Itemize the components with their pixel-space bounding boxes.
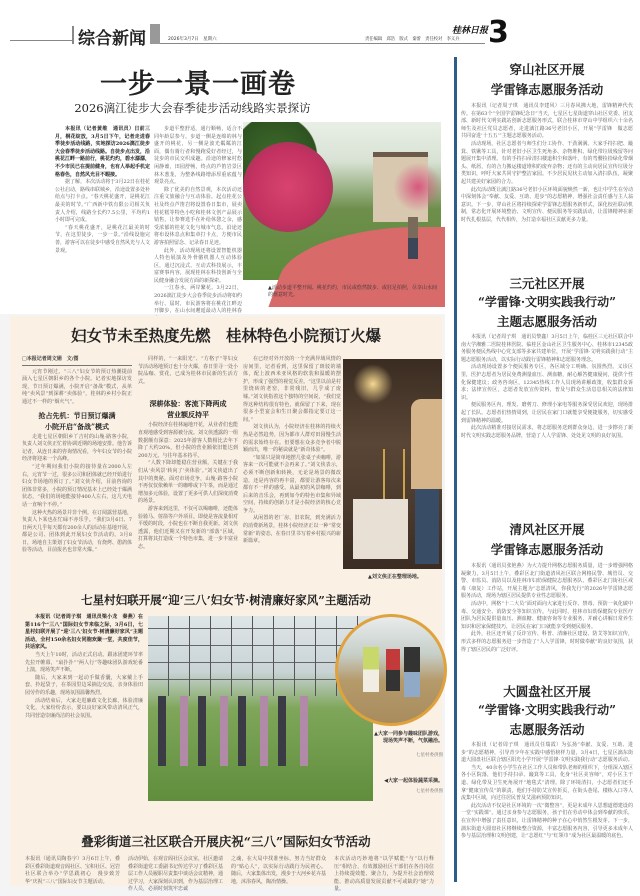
diecai-col4: 本次活动巧妙地将“以学赋能”与“以行释压”相结合，有效激励社区干部们在各自岗位上持续提效能、聚合力，为提升社会治理效能、推动高质量发展贡献不可或缺的“她”力量。 <box>334 856 434 893</box>
qixing-body <box>25 614 143 822</box>
article-paragraph: 本报讯（记者周子琪 通讯员李建风）三月春风拂大地，雷锋精神代代传。在第63个“全国学雷锋纪念日”当天，七星区七星街道穿山社区党委、团支部、新时代文明实践站创新志愿服务形式，联合桂林市穿山中学组织六十余名师生及社区党员志愿者，走进漓江路36号老旧小区，开展“学雷锋 做志愿 共同奋进‘十五五’”主题志愿服务活动。 <box>461 103 639 140</box>
masthead <box>0 0 640 52</box>
article-paragraph: 当天，40余名小学生在社区工作人员和带队老师的组织下，分组深入辖区各小区院落，他们手持扫帚、簸箕等工具，化身“社区美容师”，对小区主干道、绿化带及卫生死角展开“地毯式”清理。除了环境清扫，小志愿者们还手拿“健康宣传员”的职责，他们手持防艾宣传折页，在街头巷尾、楼栋入口等人流集中区域，向过往居民普及艾滋病预防知识。 <box>461 764 633 802</box>
article-paragraph: 此次活动精准对接居民需求，将志愿服务送到群众身边，进一步擦亮了新时代文明实践志愿服务品牌，营造了人人学雷锋、处处见文明的良好氛围。 <box>461 425 633 439</box>
newspaper-logo: 桂林日报 <box>452 26 489 36</box>
article-paragraph: 步道平整舒适，通行顺畅，适合不同年龄层参与。步道一侧是连绵的林与盛开的桃花，另一侧是波光粼粼的江面，偶有骑行者和慢跑爱好者经过，与徒步的市民交织成趣。沿途的修家村悠闲静谧，田园舒畅，终点的芦笛岩景区林木葱茏，为整条线路增添厚重底蕴与观景亮点。 <box>154 126 242 186</box>
story-title: “学雷锋·文明实践我行动” <box>478 295 616 309</box>
article-paragraph: 元宵节刚过，“三八”妇女节的预订热潮提前涌入七星区朝阳乡的各个小院。记者实地探访发现，节日预订爆满，小院开启“备战”模式，从单纯“卖风景”到深耕“卖体验”，桂林的乡村小院正通过不一样的“烟火气”。 <box>22 368 132 405</box>
top-story <box>0 52 445 314</box>
walker <box>408 217 418 259</box>
article-paragraph: 本报讯（记者周子琪 通讯员梁小龙 秦燕）在第116个“三八”国际妇女节来临之际，3月6日，七星村妇联开展了“迎‘三八’妇女节·树清廉好家风”主题活动，全村150余名妇女同胞欢聚一堂，共度佳节，共话家风。 <box>25 614 143 651</box>
photo-credit: 七星村委供图 <box>416 753 443 758</box>
lamp-glow <box>353 364 393 404</box>
story-title: 学雷锋志愿服务活动 <box>490 82 604 97</box>
article-paragraph: 游客来到这里，不仅可以喝咖啡，还能体验骑马、射箭等户外项目。即使是客流量相对平缓的时段，小院也在不断自我更新。刘文侠透露，他们近期又在开发新的“部落”区域，打算将其打造成一个特色市集，进一步丰富业态。 <box>138 505 239 550</box>
article-paragraph: “春天桃花盛开，是桃花江最美的时节，在这里徒步，一步一景。”沿线设施完善，游客可以在徒步中感受自然风光与人文景观。 <box>55 224 151 254</box>
article-paragraph: 本报讯（记者周子琪 通讯员任瑞霞）为弘扬“奉献、友爱、互助、进步”的志愿精神，引导青少年在实践中感悟榜样力量，3月4日，七星区漓东街道大圆盘社区联合辖区阳光小学开展“学雷锋·文明实践我行动”志愿服务活动。 <box>461 742 633 764</box>
feature-headline: 妇女节未至热度先燃 桂林特色小院预订火爆 <box>70 326 381 345</box>
photo-credit: 七星村委供图 <box>416 789 443 794</box>
byline: □本报记者周文娟 文/图 <box>22 356 132 366</box>
article-paragraph: 同样的，“一来阳光”、“方格子”等妇女节活动场地预订也十分火爆，春日里寻一处小院品咖、赏花，已成为桂林市民新的生活方式。 <box>138 356 239 385</box>
main-subtitle: 2026漓江徒步大会春季徒步活动线路实景探访 <box>74 101 311 115</box>
article-paragraph: 据了解，本次活动将于3月22日在桂花公社启动，路线串联城乡，沿途设置多处补给点与打卡点。“春天桃花盛开，是桃花江最美的时节。”广西新中铁有限公司相关负责人介绍，线路全长约7.5公里，平均约1小时即可完成。 <box>55 179 151 224</box>
page-number: 3 <box>488 15 509 50</box>
main-headline: 一步一景一画卷 <box>100 69 296 100</box>
article-paragraph: 一江春水，两岸繁花。3月22日，2026漓江徒步大会春季徒步活动将如约举行。届时，市民游客将在桃花江畔迈开脚步，在山水间邂逅最动人的桂林春 <box>154 285 242 315</box>
story-title: 穿山社区开展 <box>509 62 585 77</box>
peach-blossoms <box>243 142 333 232</box>
header-rule-tick <box>72 26 74 44</box>
sidebar <box>445 52 640 896</box>
header-rule-left <box>10 40 72 41</box>
article-paragraph: 当天上午10时，活动正式启动。跟冰团建环节率先拉开帷幕，“扇扑扑”“两人行”等趣味团队游戏轮番上演，现场笑声不断。 <box>25 651 143 674</box>
group-game-photo <box>335 614 447 726</box>
person-jeans <box>415 489 439 564</box>
picking-caption: ◀大家一起体验蔬菜采摘。 <box>384 778 443 784</box>
courtyard-photo-caption: ▲刘文侠正在整理场地。 <box>368 574 422 580</box>
article-paragraph: 除了优美的自然景观，本次活动还注重文旅融合与互动体验。起点桂花公社及终点芦笛岩将设置春日集市，展卖桂花糕等特色小吃和桂林文创产品展示销售，让参赛选手在补给休憩之余，感受浓郁的桂花文化与城市气息。沿途还将布设休息点和集章打卡点，方便市民游客拍照留念、记录春日足迹。 <box>154 186 242 246</box>
diecai-headline: 叠彩街道三社区联合开展庆祝“三八”国际妇女节活动 <box>81 834 371 849</box>
courtyard-photo <box>343 359 442 569</box>
article-paragraph: 此次活动既让漓江路36号老旧小区环境面貌焕然一新，也让中学生在劳动中深刻体会“奉献、友爱、互助、进步”的志愿精神，增强社会责任感与主人翁意识。下一步，穿山社区将持续探索学雷锋志愿服务新形式，深化校社联动机制，常态化开展环境整治、文明宣传、便民服务等实践活动，让雷锋精神在新时代扎根基层，代代相传，为打造幸福社区贡献更多力量。 <box>461 186 633 223</box>
man-red-jacket <box>386 649 400 691</box>
article-paragraph: 活动现场，社区志愿者与师生们分工协作、干劲满满。大家手持扫把、簸箕、铁锹等工具，针对老旧小区卫生死角多、杂物堆积、绿化带垃圾残留等问题展开集中清理。有的手持扫帚清扫楼道积尘和落叶，有的弯腰捡拾绿化带烟头、纸屑，有的合力搬运楼道堆积的废弃杂物；还有的主动向居民宣传垃圾分类知识，呼吁大家共同守护整洁家园。不少居民见状主动加入清扫队伍，凝聚起共建美好家园的合力。 <box>461 140 633 185</box>
story-dayuanpan <box>461 682 633 880</box>
diecai-col2: 活动伊始，在观音阁社区会议室，社区邀请叠彩街道党工委副书记传达学习了叠彩区基层工作人员履职尽责集中谈话会议精神，通过学习，大家深刻认识到，作为基层治理工作人员，必须时刻筑牢忠诚 <box>128 856 224 893</box>
story-body <box>461 742 633 880</box>
main-article-col1 <box>55 126 150 311</box>
header-rule <box>160 43 485 44</box>
diecai-col1: 本报讯（通讯员陶春宇）3月6日上午，叠彩区叠彩街道观音阁社区、宝积社区、冠岩社区联合举办“学思践初心 漫步致芳华”庆祝“三八”国际妇女节主题活动。 <box>25 856 121 885</box>
article-paragraph: 走进七星区朝阳乡丫吉村的山堍·路客小院，负责人刘文侠正忙着协调近期的场地安排。他告诉记者，从连日来的咨询情况看，今年妇女节的小院经济将迎来一个高峰。 <box>22 433 133 463</box>
qixing-headline: 七星村妇联开展“迎‘三八’妇女节·树清廉好家风”主题活动 <box>81 593 371 607</box>
story-chuanshan <box>461 60 639 261</box>
article-paragraph: 刘文侠认为，小院经济在桂林的持续火热是必然趋势，因为都市人群对田园慢生活的需求始终存在。但要想在众多竞争者中脱颖而出，唯一的秘诀就是“新奇体验”。 <box>243 424 341 454</box>
table-cloth <box>353 499 408 559</box>
article-paragraph: 本报讯（通讯员张艳燕）为大力提升网格志愿服务质量，进一步增强网格凝聚力，3月5日上午，叠彩区北门街道清风社区联合网格民警、城管员、交警、市监员、消防员以及桂林市妇幼保健院志愿服务队、叠彩区北门街社区戒毒（康复）工作站，开展主题为“志愿清风，你我先行”的2026年学雷锋志愿服务活动，现场为辖区居民提供专业性志愿服务。 <box>461 563 633 600</box>
story-body <box>461 334 633 504</box>
feature-col2 <box>138 356 238 584</box>
candelabra <box>383 449 405 499</box>
story-title: 主题志愿服务活动 <box>496 314 597 329</box>
story-title: 三元社区开展 <box>509 276 585 291</box>
story-title: 大圆盘社区开展 <box>503 684 591 699</box>
story-title: 志愿服务活动 <box>509 722 585 737</box>
story-title: 清风社区开展 <box>509 522 585 537</box>
article-paragraph: 便民服务区内，理发、磨剪刀、修理小家电等服务深受居民欢迎，现场排起了长队。志愿者们热情周到，让居民在家门口就能享受便捷服务，切实感受到雷锋精神的温暖。 <box>461 402 633 424</box>
trail-photo <box>243 122 441 280</box>
story-title: “学雷锋·文明实践我行动” <box>478 703 616 717</box>
blossom-right <box>393 162 443 212</box>
tea-garden-photo <box>148 616 373 801</box>
article-paragraph: 本报讯（记者黄维 通讯员）日前三月，桐花绽放，3月5日下午，记者走进春季徒步活动线路，实地探访2026漓江徒步大会春季徒步活动线路。自徒步点出发，沿桃花江畔一路前行，桃花灼灼，碧水潺潺，不少市民已在提前健身，也有人举起手机定格春色，自然风光目不暇接。 <box>55 126 151 178</box>
pickers <box>158 696 308 766</box>
article-paragraph: 本报讯（记者周子琪 通讯员黎鑫）3月5日上午，临桂区三元社区联合中南大学湘雅二医院桂林医院、临桂区金山社区卫生服务中心、桂林市12345政务服务便民热线中心党支部等多家共建单位，开展“学雷锋·文明实践我行动”主题志愿服务活动，以实际行动践行雷锋精神和志愿服务理念。 <box>461 334 633 363</box>
article-paragraph: 从闲置的老厂房、旧农院，到充满活力的消费新场景，桂林小院经济正以一种“常变常新”的姿态，在春日里书写着乡村振兴的崭新篇章。 <box>243 515 341 545</box>
story-body <box>461 563 633 670</box>
feature-col1 <box>22 356 132 584</box>
article-paragraph: 随后，大家来到一起动手做香囊，大家戴上手套、拎起袋子，在茶园里边采摘边交流，亲身体验田园劳作的乐趣，现场氛围温馨热烈。 <box>25 674 143 696</box>
sidebar-accent-bar <box>454 57 457 882</box>
story-body <box>461 103 639 261</box>
article-paragraph: “如果只是简单地摆几张桌子卖咖啡，游客来一次可能就不会再来了。”刘文侠表示，必须不断创新和转换，无论是场景的微改造，还是内容的再丰富，都要让游客每次来都有不一样的感受。从最初的风景咖啡，到后来的音乐会，再到如今的特色市集和异域空间，持续的创新力才是小院经济的核心竞争力。 <box>243 454 341 514</box>
article-paragraph: “过年期间我们小院的接待量在2000人左右，元宵节一过，很多公司和团体就已经开始进行妇女节场地的预订了。”刘文侠介绍，目前咨询的团体非常多，小院的预订情况基本上已经处于爆满状态，“我们的场地能接待400人左右，这几天电话一直响个不停。” <box>22 463 133 508</box>
man-dark-jacket <box>404 647 420 697</box>
subhead: 小院开启“备战”模式 <box>44 421 110 431</box>
main-article-col2 <box>154 126 242 315</box>
group-game-caption: ▲大家一同参与趣味团队游戏，现场笑声不断，气氛融洽。 <box>374 731 443 744</box>
woman-yellow-top <box>363 647 379 692</box>
person-jacket <box>411 399 442 489</box>
article-paragraph: 在已经对外开放的一个充满异域风情的房间里，记者看到，这里保留了斑驳的墙体，配上波西米亚风格的软装和温暖的摆护，形成了强烈的视觉反差。“这里以前是村里烧砖的老窑，非常残旧，几乎成了废墟。”刘文侠指着这个独特的空间说，“我们觉得这种结构很有特色，就保留了下来，现在很多小型宴会和生日聚会都指定要订这一间。” <box>243 356 341 423</box>
article-paragraph: 活动中，网格“十二大员”面对面向大家进行反诈、禁毒、预防一氧化碳中毒、交通安全、消防安全等知识宣传。与此同时，桂林市妇幼保健院专业医疗团队为居民提供量血压、测血糖、健康咨询等专业服务，并耐心讲解日常养生知识和居家保健技巧，让居民在家门口就能享受到便民服务。 <box>461 600 633 630</box>
section-title: 综合新闻 <box>78 29 146 49</box>
article-paragraph: 这种火热的场景并非个例。在订阅露营基地，负责人卜某也在忙碌不亦乐乎。“我们3月6日、7日两天几乎每天都有200余人的活动在基地开展，都是公司、团体到此开展妇女节活动的。3月8日，场地自主策划了妇女节活动，有烧烤、憩鸽体验等活动，目前报名也非常火爆。” <box>22 509 133 554</box>
trail-photo-caption: ▲活动步道平整开阔、桃花灼灼，市民或悠然散步、或驻足拍照，尽享山水间的惬意时光。 <box>268 285 437 298</box>
article-paragraph: 此外，活动现场还将设置智能机器人特色展演及外骨骼机器人互动体验区，通过沉浸式、互动式科技展示，丰富赛事内容，展现桂林在科技创新与全民健身融合发展方面的新探索。 <box>154 247 242 284</box>
article-paragraph: 活动结束后，大家走进廉政文化长廊，体验清廉文化，大家纷纷表示，要以良好家风带动清风正气，共同营造崇廉尚洁的社会氛围。 <box>25 697 143 719</box>
diecai-col3: 之魂，在大局中找准坐标，努力当好群众的“贴心人”，以实际行动践行为民初心。随后，大家集体出发，漫步于大河乡花卉基地，沐浴春风，陶冶情操。 <box>231 856 327 885</box>
editor-credits: 责任编辑 邱浩 版式 秦蕾 责任校对 李义兵 <box>365 37 460 42</box>
story-qingfeng <box>461 520 633 670</box>
subhead: 抢占先机：节日预订爆满 <box>38 410 116 420</box>
feature-col3 <box>243 356 341 584</box>
article-paragraph: 此次活动不仅是社区环境的一次“微整容”，更是未成年人思想道德建设的一堂“实践课”。通过亲身参与志愿服务，孩子们在劳动中体会到奉献的快乐，在宣传中增强了责任意识，让雷锋精神的种子在心中悄然生根发芽。下一步，漓东街道大圆盘社区将继续整合资源，丰富志愿服务内容，引导更多未成年人参与基层治理和文明创建，让“志愿红”与“红领巾”成为社区最温暖的底色。 <box>461 802 633 840</box>
subhead: 深耕体验：客流下降两成 <box>149 399 227 409</box>
section-block <box>150 24 160 44</box>
subhead: 营业额反持平 <box>167 410 209 420</box>
issue-date: 2026年3月7日 星期六 <box>168 37 217 42</box>
article-paragraph: 此外，社区还开展了反诈宣传、科普、清廉社区建设、防艾等知识宣传，形式多样的志愿服务进一步营造了“人人学雷锋，时时做奉献”的良好氛围，获得了辖区居民的广泛好评。 <box>461 631 633 653</box>
story-sanyuan <box>461 274 633 504</box>
article-paragraph: “人数下降却能稳住营业额，关键在于我们从‘卖风景’转向了‘卖体验’。”刘文侠道出了其中的奥秘。面对市场竞争，山堍·路客小院不再仅仅依赖单一的咖啡或下午茶，而是通过增加多元体验，设置了更多可供人们深度消费的场景。 <box>138 460 239 505</box>
article-paragraph: 小院经济在桂林遍地开花，从业者们也能直观地感受到客源被分流。刘文侠透露的一组数据颇有深意：2025年游客人数相比去年下降了大约20%，但小院的营业额依旧能达到200万元，与往年基本持平。 <box>138 422 239 459</box>
story-title: 学雷锋志愿服务活动 <box>490 542 604 557</box>
feature-section <box>10 316 443 893</box>
article-paragraph: 活动现场设置多个便民服务专区，各区域分工明确、氛围热烈。义诊区里，医护志愿者为居民免费测量血压、测血糖，耐心解答健康疑问，提供个性化保健建议；政务咨询区，12345热线工作人员现场讲解政策，收集群众诉求；法律宣传区，志愿者发放宣传资料，普及与群众生活息息相关的法律知识。 <box>461 364 633 401</box>
